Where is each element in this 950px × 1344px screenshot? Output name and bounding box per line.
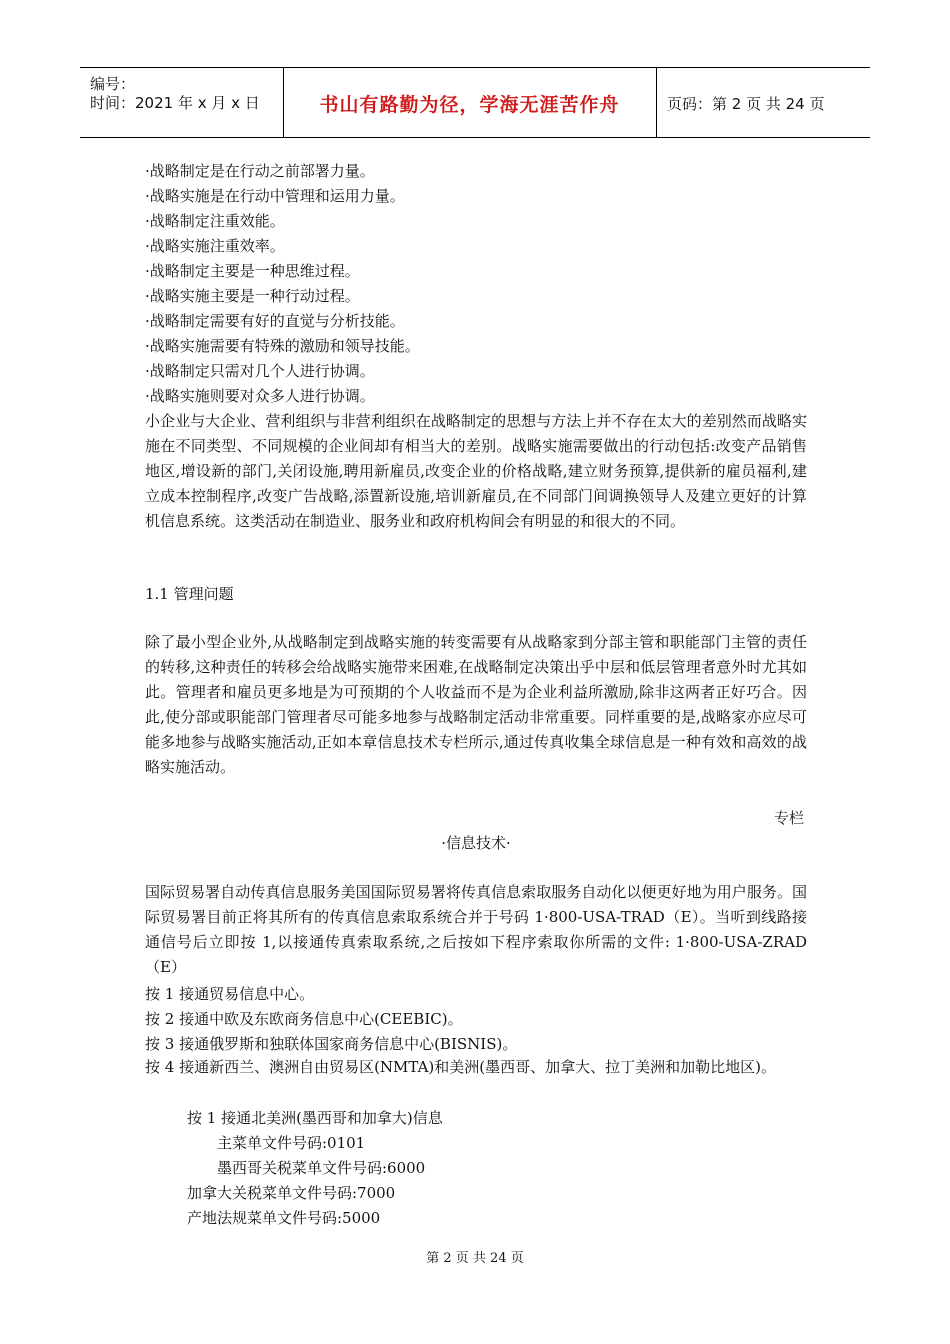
- sub-menu-item: 主菜单文件号码:0101: [217, 1134, 366, 1152]
- column-title: ·信息技术·: [441, 834, 511, 852]
- bullet-item: ·战略制定主要是一种思维过程。: [145, 262, 360, 280]
- page-footer: 第 2 页 共 24 页: [426, 1251, 524, 1266]
- press-option-4: 按 4 接通新西兰、澳洲自由贸易区(NMTA)和美洲(墨西哥、加拿大、拉丁美洲和加勒比地区)。: [145, 1058, 776, 1076]
- section-heading: 1.1 管理问题: [145, 585, 234, 603]
- paragraph-fax-service: 国际贸易署自动传真信息服务美国国际贸易署将传真信息索取服务自动化以便更好地为用户服务。国际贸易署目前正将其所有的传真信息索取系统合并于号码 1·800-USA-TRAD（E）。当听到线路接通信号后立即按 1,以接通传真索取系统,之后按如下程序索取你所需的文件: 1·800-USA-ZRAD（E）: [145, 883, 807, 976]
- header-motto-cell: [283, 68, 657, 137]
- bullet-item: ·战略制定只需对几个人进行协调。: [145, 362, 375, 380]
- paragraph-management-issues: 除了最小型企业外,从战略制定到战略实施的转变需要有从战略家到分部主管和职能部门主管的责任的转移,这种责任的转移会给战略实施带来困难,在战略制定决策出乎中层和低层管理者意外时尤其如此。管理者和雇员更多地是为可预期的个人收益而不是为企业利益所激励,除非这两者正好巧合。因此,使分部或职能部门管理者尽可能多地参与战略制定活动非常重要。同样重要的是,战略家亦应尽可能多地参与战略实施活动,正如本章信息技术专栏所示,通过传真收集全球信息是一种有效和高效的战略实施活动。: [145, 633, 807, 776]
- bullet-item: ·战略实施主要是一种行动过程。: [145, 287, 360, 305]
- column-label: 专栏: [774, 809, 805, 827]
- header-page-cell: [657, 68, 870, 137]
- bullet-item: ·战略制定注重效能。: [145, 212, 285, 230]
- header-motto: 书山有路勤为径，学海无涯苦作舟: [319, 94, 620, 116]
- bullet-item: ·战略制定是在行动之前部署力量。: [145, 162, 375, 180]
- press-option: 按 2 接通中欧及东欧商务信息中心(CEEBIC)。: [145, 1010, 463, 1028]
- paragraph-strategy-implementation: 小企业与大企业、营利组织与非营利组织在战略制定的思想与方法上并不存在太大的差别然而战略实施在不同类型、不同规模的企业间却有相当大的差别。战略实施需要做出的行动包括:改变产品销售地区,增设新的部门,关闭设施,聘用新雇员,改变企业的价格战略,建立财务预算,提供新的雇员福利,建立成本控制程序,改变广告战略,添置新设施,培训新雇员,在不同部门间调换领导人及建立更好的计算机信息系统。这类活动在制造业、服务业和政府机构间会有明显的和很大的不同。: [145, 412, 807, 530]
- sub-menu-item: 加拿大关税菜单文件号码:7000: [187, 1184, 396, 1202]
- doc-number-label: 编号：: [90, 75, 136, 93]
- bullet-item: ·战略制定需要有好的直觉与分析技能。: [145, 312, 405, 330]
- doc-date: 时间：2021 年 x 月 x 日: [90, 94, 260, 112]
- header-meta-cell: [80, 68, 284, 137]
- bullet-item: ·战略实施需要有特殊的激励和领导技能。: [145, 337, 420, 355]
- press-option: 按 3 接通俄罗斯和独联体国家商务信息中心(BISNIS)。: [145, 1035, 518, 1053]
- sub-menu-item: 墨西哥关税菜单文件号码:6000: [217, 1159, 426, 1177]
- bullet-item: ·战略实施则要对众多人进行协调。: [145, 387, 375, 405]
- header-page-info: 页码：第 2 页 共 24 页: [667, 95, 825, 113]
- sub-menu-item: 产地法规菜单文件号码:5000: [187, 1209, 381, 1227]
- sub-menu-item: 按 1 接通北美洲(墨西哥和加拿大)信息: [187, 1109, 443, 1127]
- bullet-item: ·战略实施注重效率。: [145, 237, 285, 255]
- page-header: [80, 67, 870, 138]
- bullet-item: ·战略实施是在行动中管理和运用力量。: [145, 187, 405, 205]
- press-option: 按 1 接通贸易信息中心。: [145, 985, 315, 1003]
